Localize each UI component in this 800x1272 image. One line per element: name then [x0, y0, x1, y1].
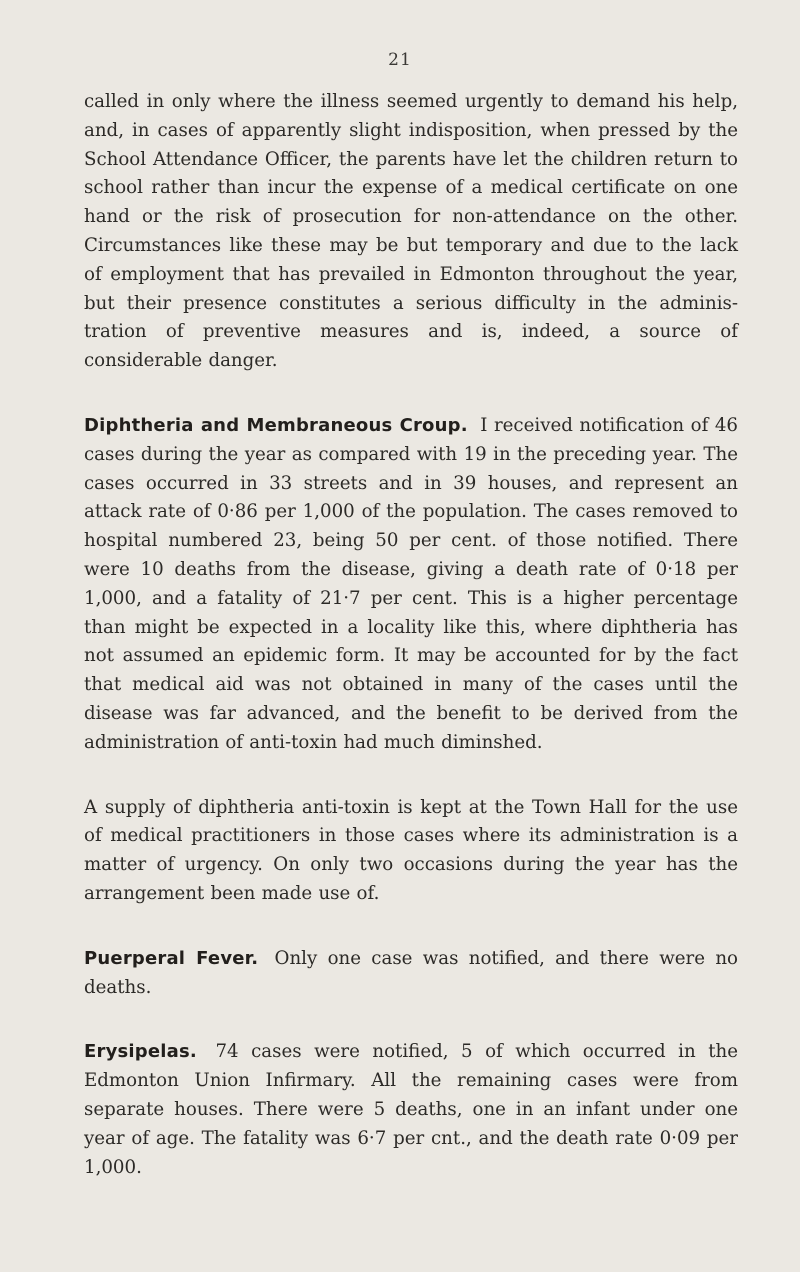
intro-paragraph: called in only where the illness seemed urgently to demand his help, and, in cases of apparently slight indisposition, when pressed by the School Attendance Officer, the parents have let the children return to school rather than incur the expense of a medical certificate on one hand or the risk of prosecution for non-attendance on the other. Circumstances like these may be but temporary and due to the lack of employment that has prevailed in Edmonton throughout the year, but their presence constitutes a serious difficulty in the adminis- tration of preventive measures and is, indeed, a source of considerable danger.: [84, 91, 738, 372]
diphtheria-paragraph: [84, 412, 738, 758]
antitoxin-paragraph: A supply of diphtheria anti-toxin is kept at the Town Hall for the use of medical practitioners in those cases where its administration is a matter of urgency. On only two occasions during the year has the arrangement been made use of.: [84, 796, 738, 904]
erysipelas-text: 74 cases were notified, 5 of which occurred in the Edmonton Union Infirmary. All the remaining cases were from separate houses. There were 5 deaths, one in an infant under one year of age. The fatality was 6·7 per cnt., and the death rate 0·09 per 1,000.: [84, 1041, 738, 1178]
erysipelas-paragraph: [84, 1038, 738, 1182]
puerperal-text: Only one case was notified, and there were no deaths.: [84, 947, 738, 998]
puerperal-paragraph: [84, 945, 738, 1003]
diphtheria-heading: Diphtheria and Membraneous Croup.: [84, 414, 468, 436]
page-body: [84, 88, 738, 1182]
diphtheria-text: I received notification of 46 cases during the year as compared with 19 in the preceding year. The cases occurred in 33 streets and in 39 houses, and represent an attack rate of 0·86 per 1,000 of the population. The cases removed to hospital numbered 23, being 50 per cent. of those notified. There were 10 deaths from the disease, giving a death rate of 0·18 per 1,000, and a fatality of 21·7 per cent. This is a higher percentage than might be expected in a locality like this, where diphtheria has not assumed an epidemic form. It may be accounted for by the fact that medical aid was not obtained in many of the cases until the disease was far advanced, and the benefit to be derived from the administration of anti-toxin had much diminshed.: [84, 414, 738, 753]
erysipelas-heading: Erysipelas.: [84, 1041, 197, 1063]
puerperal-heading: Puerperal Fever.: [84, 947, 259, 969]
page-number: 21: [388, 50, 412, 70]
